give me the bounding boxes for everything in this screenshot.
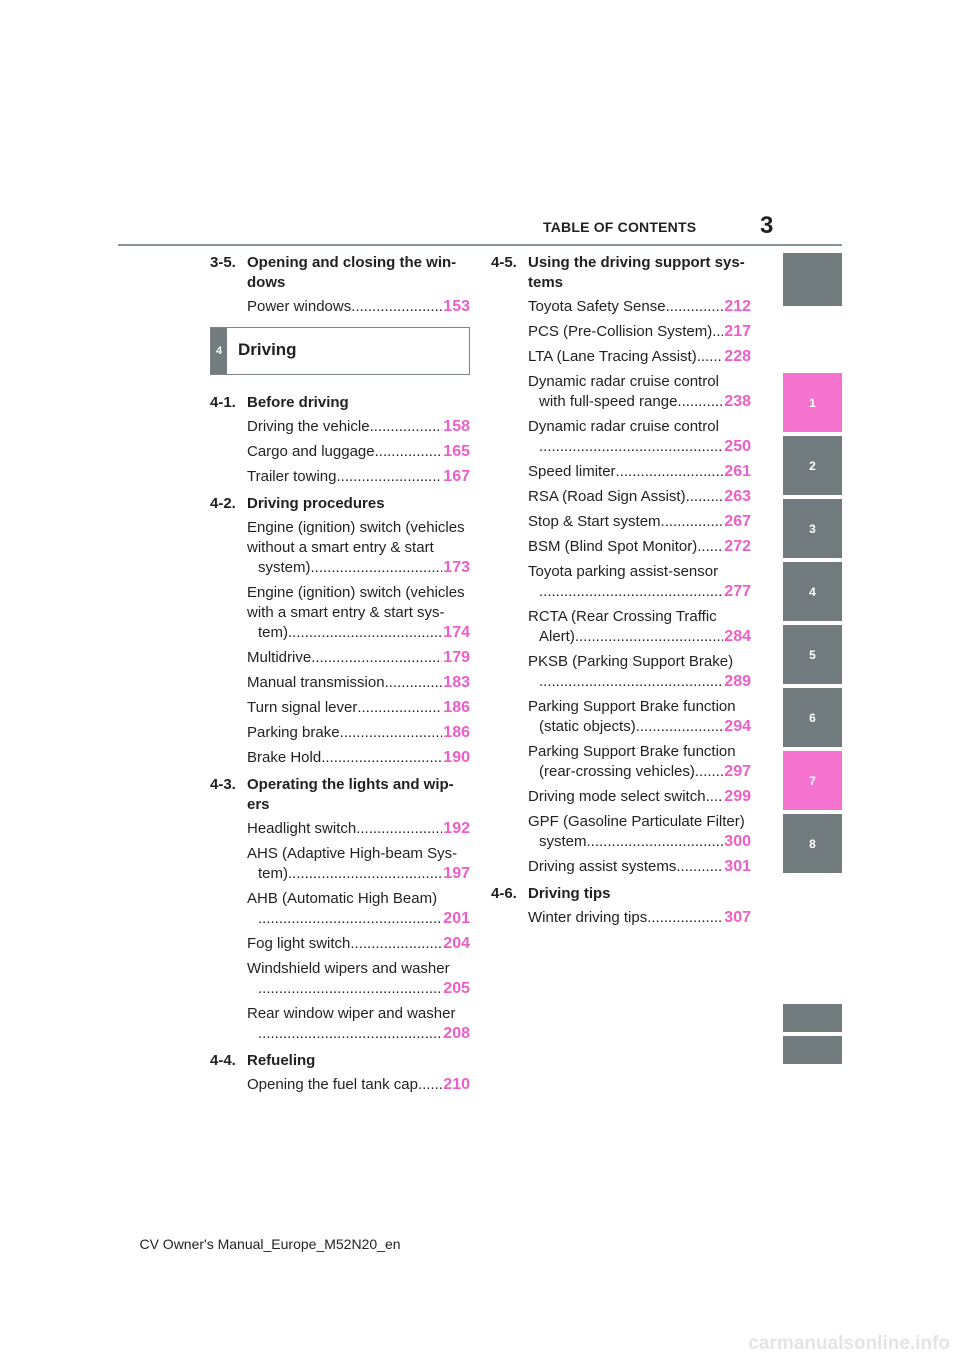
- toc-entry-line[interactable]: [247, 623, 470, 643]
- dot-leader: [706, 787, 724, 807]
- chapter-tab[interactable]: 5: [783, 625, 842, 684]
- toc-entry-line[interactable]: [247, 442, 470, 462]
- toc-entry[interactable]: [210, 518, 470, 578]
- chapter-tab[interactable]: 7: [783, 751, 842, 810]
- chapter-tab[interactable]: 1: [783, 373, 842, 432]
- entry-title: system: [539, 833, 587, 850]
- chapter-tab[interactable]: [783, 253, 842, 306]
- toc-entry[interactable]: [210, 648, 470, 668]
- page-link[interactable]: 165: [443, 443, 470, 460]
- toc-right-column: [491, 253, 751, 933]
- dot-leader: [539, 437, 723, 457]
- dot-leader: [587, 832, 724, 852]
- entry-title: Winter driving tips: [528, 909, 648, 926]
- toc-entry-line[interactable]: [528, 627, 751, 647]
- entry-title: Opening the fuel tank cap: [247, 1076, 418, 1093]
- section-number: 4-6.: [491, 885, 517, 902]
- toc-entry[interactable]: [210, 1075, 470, 1095]
- dot-leader: [336, 467, 442, 487]
- entry-title: system): [258, 559, 311, 576]
- entry-title-line: Dynamic radar cruise control: [528, 373, 719, 390]
- entry-title: Turn signal lever: [247, 699, 358, 716]
- dot-leader: [677, 392, 723, 412]
- dot-leader: [661, 512, 724, 532]
- toc-entry[interactable]: [491, 908, 751, 928]
- entry-title: Speed limiter: [528, 463, 616, 480]
- entry-title: Multidrive: [247, 649, 312, 666]
- toc-entry-line[interactable]: [528, 437, 751, 457]
- entry-title-line: Rear window wiper and washer: [247, 1005, 456, 1022]
- toc-entry-line[interactable]: [247, 819, 470, 839]
- dot-leader: [351, 297, 442, 317]
- page-link[interactable]: 192: [443, 820, 470, 837]
- section-title: Using the driving support sys-tems: [528, 254, 745, 291]
- toc-entry-line[interactable]: [528, 347, 751, 367]
- page-link[interactable]: 238: [724, 393, 751, 410]
- dot-leader: [539, 582, 723, 602]
- dot-leader: [311, 648, 442, 668]
- section-heading: [210, 253, 470, 293]
- entry-title: Driving mode select switch: [528, 788, 706, 805]
- section-title: Refueling: [247, 1052, 316, 1069]
- dot-leader: [311, 558, 443, 578]
- entry-title-line: without a smart entry & start: [247, 539, 434, 556]
- page-link[interactable]: 190: [443, 749, 470, 766]
- toc-entry[interactable]: [210, 959, 470, 999]
- toc-entry-line[interactable]: [247, 673, 470, 693]
- entry-title-line: Windshield wipers and washer: [247, 960, 450, 977]
- dot-leader: [647, 908, 723, 928]
- section-heading: [491, 253, 751, 293]
- page-link[interactable]: 174: [443, 624, 470, 641]
- toc-entry[interactable]: [210, 297, 470, 317]
- section-title: Opening and closing the win-dows: [247, 254, 457, 291]
- page-link[interactable]: 208: [443, 1025, 470, 1042]
- entry-title: Power windows: [247, 298, 352, 315]
- toc-entry-line[interactable]: [528, 322, 751, 342]
- entry-title: Toyota Safety Sense: [528, 298, 666, 315]
- toc-entry[interactable]: [491, 372, 751, 412]
- chapter-tab[interactable]: [783, 1036, 842, 1064]
- toc-entry-line[interactable]: [247, 297, 470, 317]
- toc-entry-line[interactable]: [528, 787, 751, 807]
- dot-leader: [697, 347, 724, 367]
- dot-leader: [288, 623, 442, 643]
- dot-leader: [676, 857, 723, 877]
- chapter-tab[interactable]: 2: [783, 436, 842, 495]
- entry-title: with full-speed range: [539, 393, 678, 410]
- page-link[interactable]: 300: [724, 833, 751, 850]
- chapter-tab[interactable]: [783, 1004, 842, 1032]
- chapter-tab[interactable]: 8: [783, 814, 842, 873]
- entry-title: Stop & Start system: [528, 513, 661, 530]
- page-link[interactable]: 186: [443, 724, 470, 741]
- toc-entry[interactable]: [210, 698, 470, 718]
- toc-entry[interactable]: [210, 467, 470, 487]
- toc-entry[interactable]: [210, 673, 470, 693]
- toc-entry-line[interactable]: [247, 1075, 470, 1095]
- toc-entry-line[interactable]: [528, 762, 751, 782]
- section-title: Driving procedures: [247, 495, 385, 512]
- dot-leader: [385, 673, 443, 693]
- header-title: TABLE OF CONTENTS: [543, 219, 697, 235]
- entry-title: (rear-crossing vehicles): [539, 763, 695, 780]
- toc-entry-line[interactable]: [247, 1024, 470, 1044]
- section-number: 3-5.: [210, 254, 236, 271]
- entry-title-line: PKSB (Parking Support Brake): [528, 653, 734, 670]
- toc-entry[interactable]: [210, 844, 470, 884]
- chapter-number-tab: 4: [211, 328, 227, 374]
- entry-title: LTA (Lane Tracing Assist): [528, 348, 697, 365]
- entry-title-line: RCTA (Rear Crossing Traffic: [528, 608, 717, 625]
- page-link[interactable]: 204: [443, 935, 470, 952]
- entry-title: Trailer towing: [247, 468, 337, 485]
- entry-title-line: GPF (Gasoline Particulate Filter): [528, 813, 745, 830]
- toc-entry-line[interactable]: [247, 723, 470, 743]
- toc-entry-line[interactable]: [247, 934, 470, 954]
- section-heading: [210, 1051, 470, 1071]
- toc-left-column: [210, 253, 470, 1100]
- toc-entry-line[interactable]: [528, 512, 751, 532]
- toc-entry-line[interactable]: [247, 417, 470, 437]
- section-number: 4-1.: [210, 394, 236, 411]
- toc-entry[interactable]: [210, 1004, 470, 1044]
- page-link[interactable]: 173: [443, 559, 470, 576]
- toc-entry-line[interactable]: [528, 908, 751, 928]
- page-link[interactable]: 186: [443, 699, 470, 716]
- footer-text: CV Owner's Manual_Europe_M52N20_en: [139, 1236, 401, 1252]
- dot-leader: [258, 1024, 442, 1044]
- toc-entry-line[interactable]: [247, 979, 470, 999]
- toc-entry-line[interactable]: [247, 648, 470, 668]
- dot-leader: [258, 909, 442, 929]
- toc-entry-line[interactable]: [247, 467, 470, 487]
- dot-leader: [636, 717, 724, 737]
- page-link[interactable]: 277: [724, 583, 751, 600]
- toc-entry-line[interactable]: [247, 909, 470, 929]
- toc-entry[interactable]: [491, 812, 751, 852]
- page-link[interactable]: 217: [724, 323, 751, 340]
- dot-leader: [288, 864, 442, 884]
- entry-title: Fog light switch: [247, 935, 351, 952]
- entry-title-line: Engine (ignition) switch (vehicles: [247, 519, 465, 536]
- entry-title: Alert): [539, 628, 575, 645]
- toc-entry[interactable]: [491, 787, 751, 807]
- toc-entry[interactable]: [491, 297, 751, 317]
- toc-entry-line[interactable]: [528, 672, 751, 692]
- dot-leader: [258, 979, 442, 999]
- toc-entry[interactable]: [491, 857, 751, 877]
- toc-entry-line[interactable]: [528, 832, 751, 852]
- entry-title: Driving assist systems: [528, 858, 677, 875]
- page-link[interactable]: 183: [443, 674, 470, 691]
- page-link[interactable]: 212: [724, 298, 751, 315]
- section-number: 4-3.: [210, 776, 236, 793]
- dot-leader: [539, 672, 723, 692]
- dot-leader: [666, 297, 724, 317]
- entry-title: Manual transmission: [247, 674, 385, 691]
- dot-leader: [340, 723, 443, 743]
- toc-entry-line[interactable]: [528, 487, 751, 507]
- entry-title-line: AHS (Adaptive High-beam Sys-: [247, 845, 458, 862]
- toc-entry[interactable]: [491, 652, 751, 692]
- dot-leader: [712, 322, 723, 342]
- entry-title: RSA (Road Sign Assist): [528, 488, 686, 505]
- toc-entry[interactable]: [210, 442, 470, 462]
- dot-leader: [697, 537, 723, 557]
- toc-entry[interactable]: [491, 322, 751, 342]
- section-number: 4-2.: [210, 495, 236, 512]
- chapter-tab[interactable]: 6: [783, 688, 842, 747]
- toc-entry[interactable]: [491, 512, 751, 532]
- entry-title-line: Toyota parking assist-sensor: [528, 563, 719, 580]
- dot-leader: [357, 698, 442, 718]
- dot-leader: [686, 487, 724, 507]
- toc-entry[interactable]: [210, 819, 470, 839]
- dot-leader: [356, 819, 442, 839]
- page-link[interactable]: 289: [724, 673, 751, 690]
- chapter-title: Driving: [238, 340, 297, 359]
- toc-entry-line[interactable]: [247, 864, 470, 884]
- dot-leader: [375, 442, 443, 462]
- entry-title-line: with a smart entry & start sys-: [247, 604, 445, 621]
- page-link[interactable]: 153: [443, 298, 470, 315]
- dot-leader: [321, 748, 442, 768]
- toc-entry[interactable]: [210, 889, 470, 929]
- page-link[interactable]: 267: [724, 513, 751, 530]
- toc-entry[interactable]: [491, 462, 751, 482]
- watermark: carmanualsonline.info: [748, 1333, 950, 1354]
- toc-entry[interactable]: [210, 934, 470, 954]
- entry-title: Headlight switch: [247, 820, 357, 837]
- toc-entry[interactable]: [491, 347, 751, 367]
- toc-entry[interactable]: [491, 697, 751, 737]
- dot-leader: [418, 1075, 442, 1095]
- page-link[interactable]: 297: [724, 763, 751, 780]
- entry-title: Parking brake: [247, 724, 340, 741]
- toc-entry-line[interactable]: [528, 582, 751, 602]
- toc-entry[interactable]: [210, 748, 470, 768]
- page-link[interactable]: 301: [724, 858, 751, 875]
- toc-entry-line[interactable]: [528, 537, 751, 557]
- dot-leader: [695, 762, 723, 782]
- dot-leader: [370, 417, 443, 437]
- page-link[interactable]: 299: [724, 788, 751, 805]
- toc-entry-line[interactable]: [528, 717, 751, 737]
- page-link[interactable]: 294: [724, 718, 751, 735]
- toc-entry-line[interactable]: [528, 857, 751, 877]
- page-link[interactable]: 272: [724, 538, 751, 555]
- dot-leader: [616, 462, 724, 482]
- toc-entry[interactable]: [491, 742, 751, 782]
- entry-title: tem): [258, 865, 288, 882]
- entry-title-line: Parking Support Brake function: [528, 743, 736, 760]
- entry-title: tem): [258, 624, 288, 641]
- page-link[interactable]: 197: [443, 865, 470, 882]
- chapter-tab[interactable]: 3: [783, 499, 842, 558]
- page-link[interactable]: 250: [724, 438, 751, 455]
- dot-leader: [575, 627, 723, 647]
- section-number: 4-4.: [210, 1052, 236, 1069]
- section-title: Operating the lights and wip-ers: [247, 776, 454, 813]
- header-divider: [118, 244, 842, 246]
- entry-title: Cargo and luggage: [247, 443, 375, 460]
- entry-title: Brake Hold: [247, 749, 322, 766]
- page-link[interactable]: 201: [443, 910, 470, 927]
- page-link[interactable]: 210: [443, 1076, 470, 1093]
- section-title: Driving tips: [528, 885, 611, 902]
- toc-entry[interactable]: [210, 417, 470, 437]
- toc-entry-line[interactable]: [247, 748, 470, 768]
- entry-title-line: AHB (Automatic High Beam): [247, 890, 438, 907]
- toc-entry[interactable]: [210, 583, 470, 643]
- toc-entry-line[interactable]: [528, 392, 751, 412]
- toc-entry[interactable]: [210, 723, 470, 743]
- chapter-heading-box: [210, 327, 470, 375]
- entry-title: Driving the vehicle: [247, 418, 370, 435]
- section-heading: [210, 775, 470, 815]
- chapter-tab[interactable]: 4: [783, 562, 842, 621]
- entry-title-line: Dynamic radar cruise control: [528, 418, 719, 435]
- page-link[interactable]: 263: [724, 488, 751, 505]
- page-link[interactable]: 205: [443, 980, 470, 997]
- page-link[interactable]: 261: [724, 463, 751, 480]
- entry-title-line: Engine (ignition) switch (vehicles: [247, 584, 465, 601]
- section-heading: [491, 884, 751, 904]
- page-link[interactable]: 179: [443, 649, 470, 666]
- toc-entry[interactable]: [491, 607, 751, 647]
- toc-entry-line[interactable]: [528, 297, 751, 317]
- entry-title: BSM (Blind Spot Monitor): [528, 538, 698, 555]
- page-number: 3: [760, 212, 774, 239]
- toc-entry[interactable]: [491, 562, 751, 602]
- page-link[interactable]: 284: [724, 628, 751, 645]
- page-link[interactable]: 167: [443, 468, 470, 485]
- page-link[interactable]: 158: [443, 418, 470, 435]
- page-link[interactable]: 307: [724, 909, 751, 926]
- toc-entry-line[interactable]: [528, 462, 751, 482]
- entry-title: (static objects): [539, 718, 636, 735]
- toc-entry[interactable]: [491, 487, 751, 507]
- section-title: Before driving: [247, 394, 349, 411]
- toc-entry[interactable]: [491, 417, 751, 457]
- toc-entry-line[interactable]: [247, 698, 470, 718]
- page-link[interactable]: 228: [724, 348, 751, 365]
- section-heading: [210, 393, 470, 413]
- section-heading: [210, 494, 470, 514]
- section-number: 4-5.: [491, 254, 517, 271]
- entry-title-line: Parking Support Brake function: [528, 698, 736, 715]
- entry-title: PCS (Pre-Collision System): [528, 323, 713, 340]
- dot-leader: [350, 934, 442, 954]
- toc-entry[interactable]: [491, 537, 751, 557]
- toc-entry-line[interactable]: [247, 558, 470, 578]
